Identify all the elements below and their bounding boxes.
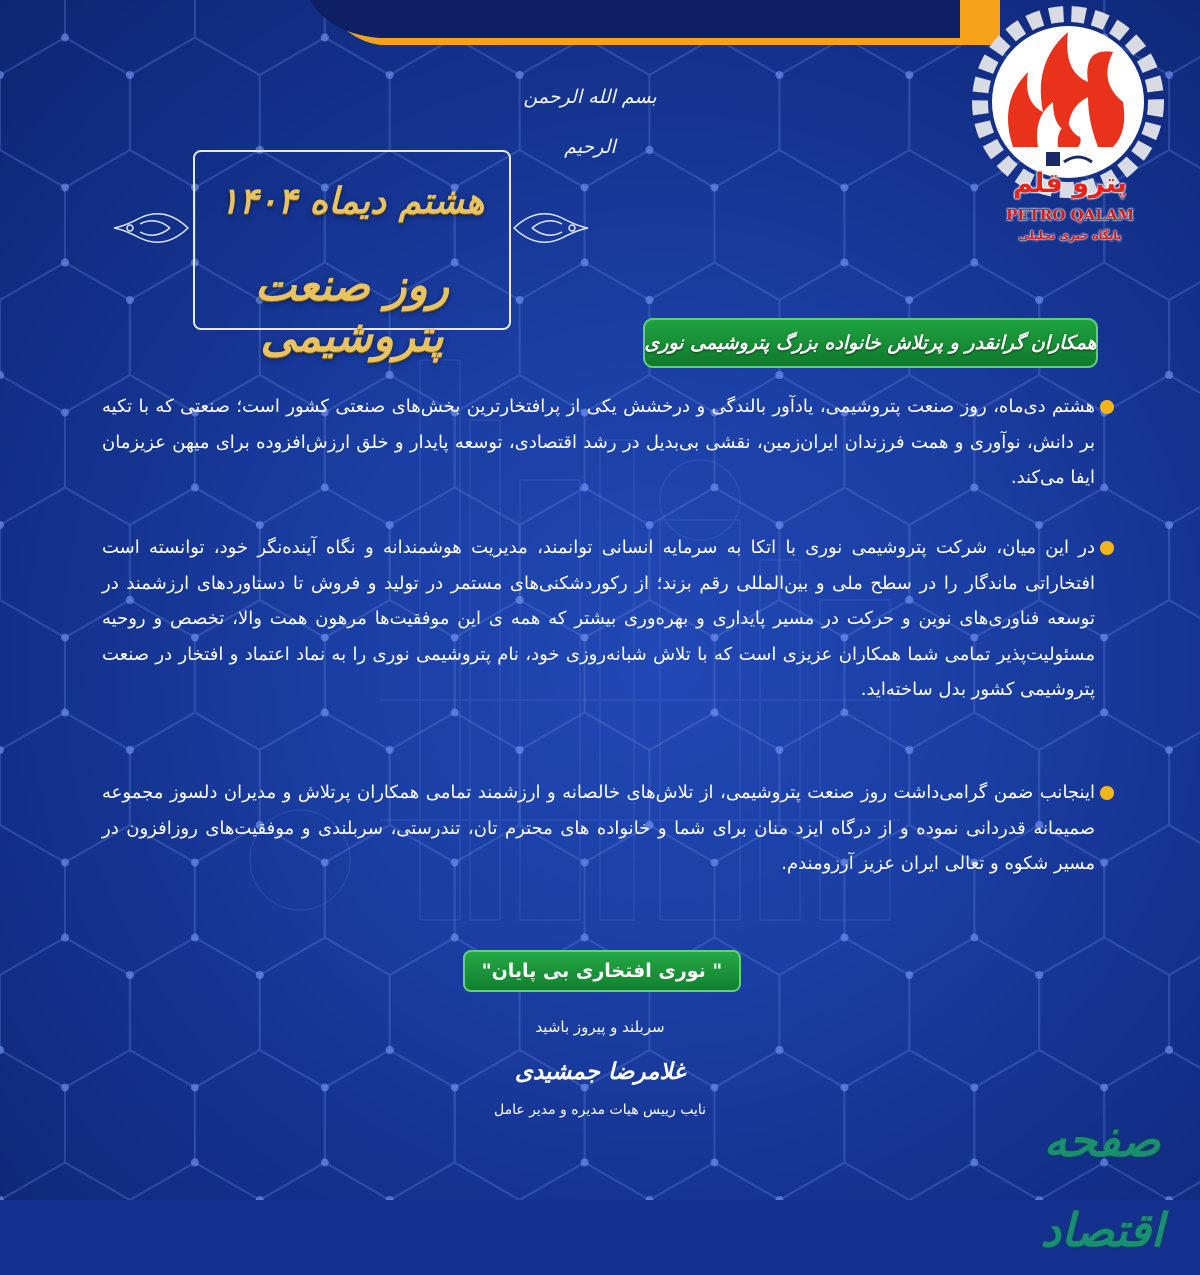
hexagon-node	[386, 746, 394, 754]
hexagon-node	[191, 934, 199, 942]
hexagon-cell	[130, 1163, 260, 1201]
hexagon-cell	[0, 1163, 130, 1201]
hexagon-node	[1165, 521, 1173, 529]
hexagon-node	[0, 1196, 4, 1200]
hexagon-node	[451, 934, 459, 942]
hexagon-node	[1100, 484, 1108, 492]
hexagon-node	[970, 1159, 978, 1167]
hexagon-node	[1165, 1196, 1173, 1200]
hexagon-node	[905, 71, 913, 79]
hexagon-node	[61, 634, 69, 642]
paragraph-3: اینجانب ضمن گرامی‌داشت روز صنعت پتروشیمی، از تلاش‌های خالصانه و ارزشمند تمامی همکاران پرتلاش و مدیران دلسوز مجموعه صمیمانه قدردانی نموده و از درگاه ایزد منان برای شما و خانواده های محترم تان، تندرستی، سربلندی و موفقیت‌های روزافزون در مسیر شکوه و تعالی ایران عزیز آرزومندم.	[102, 782, 1095, 874]
hexagon-node	[451, 709, 459, 717]
hexagon-node	[775, 521, 783, 529]
hexagon-node	[61, 1084, 69, 1092]
hexagon-node	[1035, 971, 1043, 979]
hexagon-node	[61, 259, 69, 267]
hexagon-node	[256, 1196, 264, 1200]
hexagon-node	[581, 259, 589, 267]
hexagon-node	[256, 971, 264, 979]
hexagon-node	[126, 71, 134, 79]
hexagon-cell	[0, 150, 65, 300]
hexagon-cell	[1039, 938, 1169, 1088]
hexagon-node	[775, 71, 783, 79]
hexagon-node	[61, 934, 69, 942]
hexagon-node	[840, 184, 848, 192]
hexagon-node	[61, 409, 69, 417]
hexagon-node	[646, 1196, 654, 1200]
hexagon-node	[646, 521, 654, 529]
hexagon-cell	[779, 938, 909, 1088]
hexagon-node	[1035, 521, 1043, 529]
title-occasion: روز صنعت پتروشیمی	[254, 260, 450, 362]
hexagon-node	[386, 71, 394, 79]
basmala: بسم الله الرحمن الرحیم	[523, 86, 657, 158]
logo-name-fa: پترو قلم	[1012, 168, 1127, 199]
hexagon-cell	[650, 1163, 780, 1201]
hexagon-cell	[520, 1163, 650, 1201]
hexagon-node	[970, 1084, 978, 1092]
hexagon-node	[711, 184, 719, 192]
hexagon-node	[581, 184, 589, 192]
slogan-text: " نوری افتخاری بی پایان"	[481, 960, 723, 982]
hexagon-cell	[1104, 600, 1200, 750]
hexagon-node	[256, 521, 264, 529]
paragraph-2: در این میان، شرکت پتروشیمی نوری با اتکا به سرمایه انسانی توانمند، مدیریت هوشمندانه و نگاه آینده‌نگر خود، توانسته است افتخاراتی ماندگار را در سطح ملی و بین‌المللی رقم بزند؛ از رکوردشکنی‌های مستمر در تولید و فروش تا دستاوردهای ارزشمند در توسعه فناوری‌های نوین و حرکت در مسیر پایداری و بهره‌وری بیشتر که همه ی این موفقیت‌ها مرهون همت والا، تخصص و روحیه مسئولیت‌پذیر تمامی شما همکاران عزیزی است که با تلاش شبانه‌روزی خود، نام پتروشیمی نوری را به نماد اعتماد و افتخار در صنعت پتروشیمی کشور بدل ساخته‌اید.	[102, 537, 1095, 700]
hexagon-cell	[909, 938, 1039, 1088]
hexagon-node	[905, 971, 913, 979]
bullet-icon	[1100, 400, 1114, 414]
hexagon-node	[840, 709, 848, 717]
hexagon-node	[775, 1196, 783, 1200]
hexagon-cell	[844, 1050, 974, 1200]
hexagon-cell	[0, 1050, 65, 1200]
hexagon-node	[1100, 634, 1108, 642]
hexagon-node	[321, 709, 329, 717]
hexagon-node	[1100, 1084, 1108, 1092]
watermark-logo: صفحه اقتصاد	[1040, 1113, 1164, 1257]
logo-name-en: PETRO QALAM	[1005, 206, 1135, 224]
hexagon-cell	[260, 938, 390, 1088]
hexagon-cell	[715, 150, 845, 300]
hexagon-cell	[195, 1050, 325, 1200]
hexagon-node	[1165, 746, 1173, 754]
hexagon-node	[581, 1159, 589, 1167]
hexagon-node	[581, 934, 589, 942]
hexagon-node	[840, 1084, 848, 1092]
paragraph-1: هشتم دی‌ماه، روز صنعت پتروشیمی، یادآور بالندگی و درخشش یکی از پرافتخارترین بخش‌های صنعتی کشور است؛ صنعتی که با تکیه بر دانش، نوآوری و همت فرزندان ایران‌زمین، نقشی بی‌بدیل در رشد اقتصادی، توسعه پایدار و خلق ارزش‌افزوده برای میهن عزیزمان ایفا می‌کند.	[102, 396, 1095, 488]
bullet-icon	[1100, 541, 1114, 555]
hexagon-node	[775, 371, 783, 379]
signatory-role: نایب رییس هیات مدیره و مدیر عامل	[493, 1102, 707, 1118]
hexagon-cell	[844, 150, 974, 300]
hexagon-node	[775, 746, 783, 754]
hexagon-cell	[390, 1163, 520, 1201]
hexagon-node	[1165, 1046, 1173, 1054]
hexagon-node	[61, 184, 69, 192]
signatory-name: غلامرضا جمشیدی	[514, 1058, 686, 1085]
hexagon-node	[126, 971, 134, 979]
hexagon-node	[711, 709, 719, 717]
hexagon-cell	[585, 150, 715, 300]
hexagon-node	[126, 296, 134, 304]
hexagon-node	[840, 259, 848, 267]
hexagon-cell	[779, 1163, 909, 1201]
hexagon-cell	[260, 1163, 390, 1201]
hexagon-node	[61, 859, 69, 867]
hexagon-cell	[1104, 825, 1200, 975]
hexagon-node	[1035, 296, 1043, 304]
hexagon-node	[775, 1046, 783, 1054]
hexagon-node	[970, 259, 978, 267]
hexagon-node	[905, 746, 913, 754]
hexagon-node	[321, 1084, 329, 1092]
hexagon-node	[126, 746, 134, 754]
hexagon-node	[1100, 859, 1108, 867]
hexagon-node	[386, 521, 394, 529]
hexagon-node	[386, 1196, 394, 1200]
hexagon-cell	[0, 938, 130, 1088]
title-date: هشتم دیماه ۱۴۰۴	[219, 180, 485, 222]
hexagon-cell	[0, 375, 65, 525]
hexagon-node	[386, 371, 394, 379]
logo-subtitle: پایگاه خبری تحلیلی	[1018, 229, 1122, 242]
hexagon-node	[905, 296, 913, 304]
greeting-banner-text: همکاران گرانقدر و پرتلاش خانواده بزرگ پتروشیمی نوری	[644, 332, 1097, 354]
hexagon-node	[646, 296, 654, 304]
hexagon-node	[840, 934, 848, 942]
hexagon-node	[386, 1046, 394, 1054]
hexagon-cell	[0, 600, 65, 750]
hexagon-node	[1165, 371, 1173, 379]
hexagon-node	[646, 146, 654, 154]
hexagon-node	[711, 1159, 719, 1167]
hexagon-node	[321, 1159, 329, 1167]
closing-line: سربلند و پیروز باشید	[535, 1018, 665, 1036]
hexagon-cell	[65, 1050, 195, 1200]
hexagon-node	[970, 934, 978, 942]
hexagon-cell	[1104, 375, 1200, 525]
hexagon-node	[191, 1084, 199, 1092]
hexagon-node	[61, 709, 69, 717]
bullet-icon	[1100, 786, 1114, 800]
hexagon-node	[191, 1159, 199, 1167]
hexagon-cell	[0, 825, 65, 975]
hexagon-cell	[130, 938, 260, 1088]
hexagon-node	[1100, 709, 1108, 717]
